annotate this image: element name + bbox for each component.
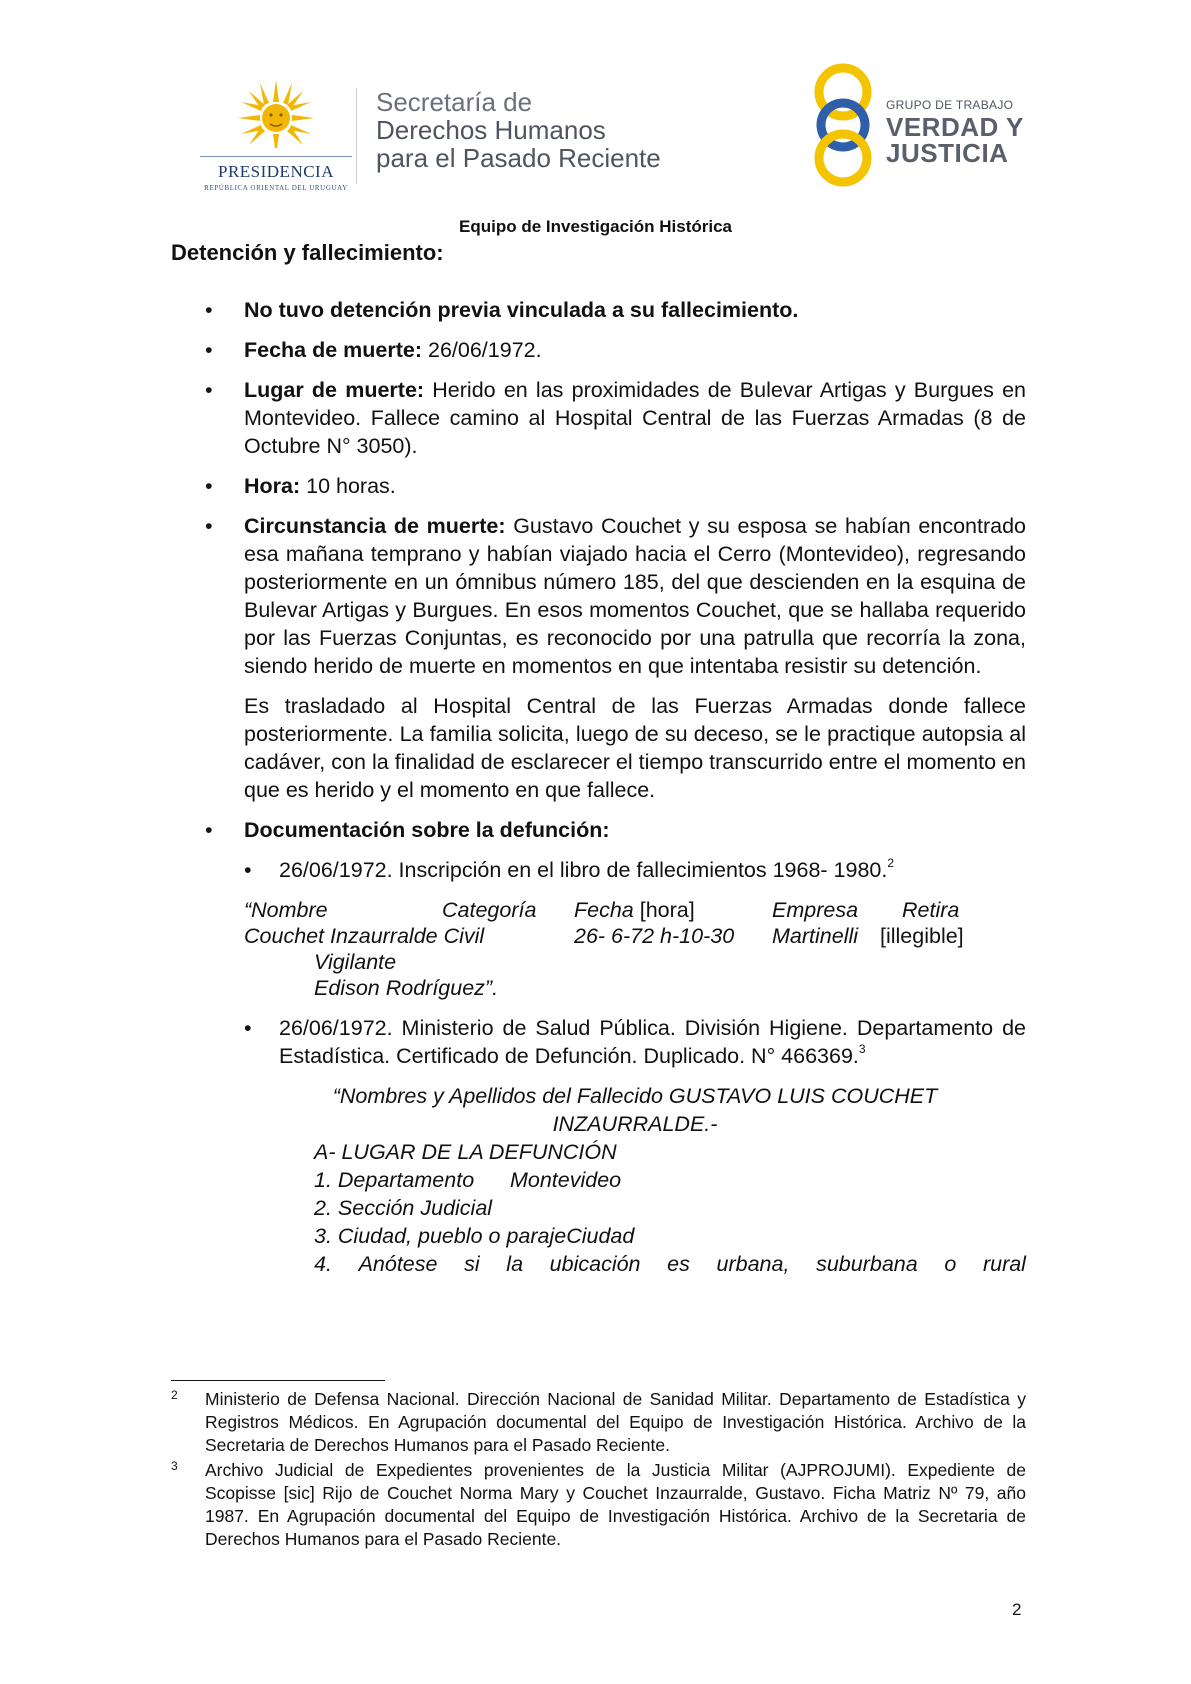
registro-r-edison: Edison Rodríguez”.: [314, 976, 499, 1000]
bullet-icon: •: [205, 818, 213, 842]
cert-ciudad: 3. Ciudad, pueblo o parajeCiudad: [314, 1224, 635, 1248]
list-item-hora: [171, 472, 1026, 500]
circunstancia-paragraph-2: Es trasladado al Hospital Central de las Fuerzas Armadas donde fallece posteriormente. La familia solicita, luego de su deceso, se le practique autopsia al cadáver, con la finalidad de esclarecer el tiempo transcurrido entre el momento en que es herido y el momento en que fallece.: [244, 694, 1026, 802]
doc-item-certificado: [171, 1014, 1026, 1070]
bullet-icon: •: [205, 474, 213, 498]
fecha-label: Fecha de muerte:: [244, 338, 423, 362]
footnote-2: [171, 1388, 1026, 1457]
footnote-ref-2[interactable]: 2: [887, 856, 895, 870]
cert-seccion: 2. Sección Judicial: [314, 1196, 493, 1220]
registro-h-nombre: “Nombre: [244, 898, 328, 922]
list-item-lugar: [171, 376, 1026, 460]
secretaria-line-2: Derechos Humanos: [376, 115, 606, 145]
cert-word: rural: [982, 1252, 1026, 1276]
footnote-number: 3: [171, 1459, 178, 1473]
bullet-icon: •: [205, 298, 213, 322]
cert-word: suburbana: [816, 1252, 918, 1276]
verdad-justicia-title: [886, 114, 1024, 166]
page-title: Detención y fallecimiento:: [171, 240, 444, 265]
registro-h-categoria: Categoría: [442, 898, 537, 922]
registro-r-nombre: Couchet Inzaurralde Civil: [244, 924, 485, 948]
justicia-label: JUSTICIA: [886, 138, 1009, 168]
footnote-text: Archivo Judicial de Expedientes provenientes de la Justicia Militar (AJPROJUMI). Expediente de Scopisse [sic] Rijo de Couchet Norma Mary y Couchet Inzaurralde, Gustavo. Ficha Matriz Nº 79, año 1987. En Agrupación documental del Equipo de Investigación Histórica. Archivo de la Secretaria de Derechos Humanos para el Pasado Reciente.: [205, 1460, 1026, 1549]
doc-certificado-text: 26/06/1972. Ministerio de Salud Pública. División Higiene. Departamento de Estadística. Certificado de Defunción. Duplicado. N° 466369.: [279, 1016, 1026, 1068]
document-header: [196, 58, 1026, 193]
doc-libro-text: 26/06/1972. Inscripción en el libro de fallecimientos 1968- 1980.: [279, 858, 888, 882]
section-heading: Equipo de Investigación Histórica: [459, 217, 732, 236]
registro-r-fecha: 26- 6-72 h-10-30: [574, 924, 735, 948]
registro-h-fecha: Fecha: [574, 898, 634, 922]
interlocked-rings-icon: [808, 62, 878, 188]
secretaria-line-1: Secretaría de: [376, 87, 533, 117]
presidencia-logo: [196, 78, 356, 192]
registro-h-empresa: Empresa: [772, 898, 859, 922]
hora-label: Hora:: [244, 474, 301, 498]
cert-word: 4.: [314, 1252, 332, 1276]
documentacion-label: Documentación sobre la defunción:: [244, 818, 610, 842]
footnote-text: Ministerio de Defensa Nacional. Dirección Nacional de Sanidad Militar. Departamento de Estadística y Registros Médicos. En Agrupación documental del Equipo de Investigación Histórica. Archivo de la Secretaria de Derechos Humanos para el Pasado Reciente.: [205, 1389, 1026, 1455]
cert-word: la: [506, 1252, 524, 1276]
cert-word: ubicación: [549, 1252, 641, 1276]
list-item-circunstancia: [171, 512, 1026, 680]
verdad-justicia-logo: [808, 62, 1026, 188]
document-body: [171, 296, 1026, 1278]
doc-item-libro: [171, 856, 1026, 884]
bullet-icon: •: [205, 378, 213, 402]
presidencia-name: PRESIDENCIA: [217, 162, 334, 181]
footnote-ref-3[interactable]: 3: [858, 1042, 866, 1056]
sun-of-may-icon: [236, 78, 316, 148]
hora-value: 10 horas.: [300, 474, 396, 498]
cert-word: o: [944, 1252, 957, 1276]
secretaria-logo-text: [376, 88, 661, 172]
page-number: 2: [1012, 1600, 1022, 1619]
bullet-icon: •: [244, 1016, 252, 1040]
circunstancia-value: Gustavo Couchet y su esposa se habían encontrado esa mañana temprano y habían viajado hacia el Cerro (Montevideo), regresando posteriormente en un ómnibus número 185, del que descienden en la esquina de Bulevar Artigas y Burgues. En esos momentos Couchet, que se hallaba requerido por las Fuerzas Conjuntas, es reconocido por una patrulla que recorría la zona, siendo herido de muerte en momentos en que intentaba resistir su detención.: [244, 514, 1027, 678]
secretaria-line-3: para el Pasado Reciente: [376, 143, 661, 173]
cert-word: es: [667, 1252, 690, 1276]
cert-word: urbana,: [716, 1252, 790, 1276]
registro-r-retira: [illegible]: [880, 924, 964, 948]
cert-word: si: [464, 1252, 480, 1276]
presidencia-rule: [200, 156, 352, 157]
bullet-icon: •: [244, 858, 252, 882]
detencion-text: No tuvo detención previa vinculada a su fallecimiento.: [244, 298, 799, 322]
registro-h-hora: [hora]: [633, 898, 695, 922]
presidencia-subtitle: REPÚBLICA ORIENTAL DEL URUGUAY: [204, 184, 348, 192]
header-divider: [356, 88, 357, 184]
bullet-icon: •: [205, 514, 213, 538]
lugar-label: Lugar de muerte:: [244, 378, 425, 402]
cert-line-1: “Nombres y Apellidos del Fallecido GUSTAVO LUIS COUCHET: [332, 1084, 938, 1108]
grupo-trabajo-label: GRUPO DE TRABAJO: [886, 98, 1014, 112]
list-item-detencion: [171, 296, 1026, 324]
cert-word: Anótese: [358, 1252, 438, 1276]
cert-lugar-defuncion: A- LUGAR DE LA DEFUNCIÓN: [314, 1140, 617, 1164]
cert-line-2: INZAURRALDE.-: [552, 1112, 718, 1136]
verdad-label: VERDAD Y: [886, 112, 1024, 142]
footnote-separator: [171, 1380, 385, 1381]
fecha-value: 26/06/1972.: [422, 338, 542, 362]
lugar-value: Herido en las proximidades de Bulevar Artigas y Burgues en Montevideo. Fallece camino al Hospital Central de las Fuerzas Armadas (8 de Octubre N° 3050).: [244, 378, 1026, 458]
bullet-icon: •: [205, 338, 213, 362]
registro-quote: [244, 896, 1026, 1002]
cert-departamento: 1. Departamento Montevideo: [314, 1168, 622, 1192]
footnote-number: 2: [171, 1388, 178, 1402]
footnote-3: [171, 1459, 1026, 1551]
circunstancia-label: Circunstancia de muerte:: [244, 514, 506, 538]
registro-h-fecha-group: [574, 896, 695, 924]
certificado-quote: [244, 1082, 1026, 1278]
list-item-documentacion: [171, 816, 1026, 844]
cert-anotese: [244, 1250, 1026, 1278]
list-item-fecha: [171, 336, 1026, 364]
registro-r-vigilante: Vigilante: [314, 950, 397, 974]
footnotes: [171, 1388, 1026, 1553]
registro-h-retira: Retira: [902, 898, 960, 922]
registro-r-empresa: Martinelli: [772, 924, 859, 948]
